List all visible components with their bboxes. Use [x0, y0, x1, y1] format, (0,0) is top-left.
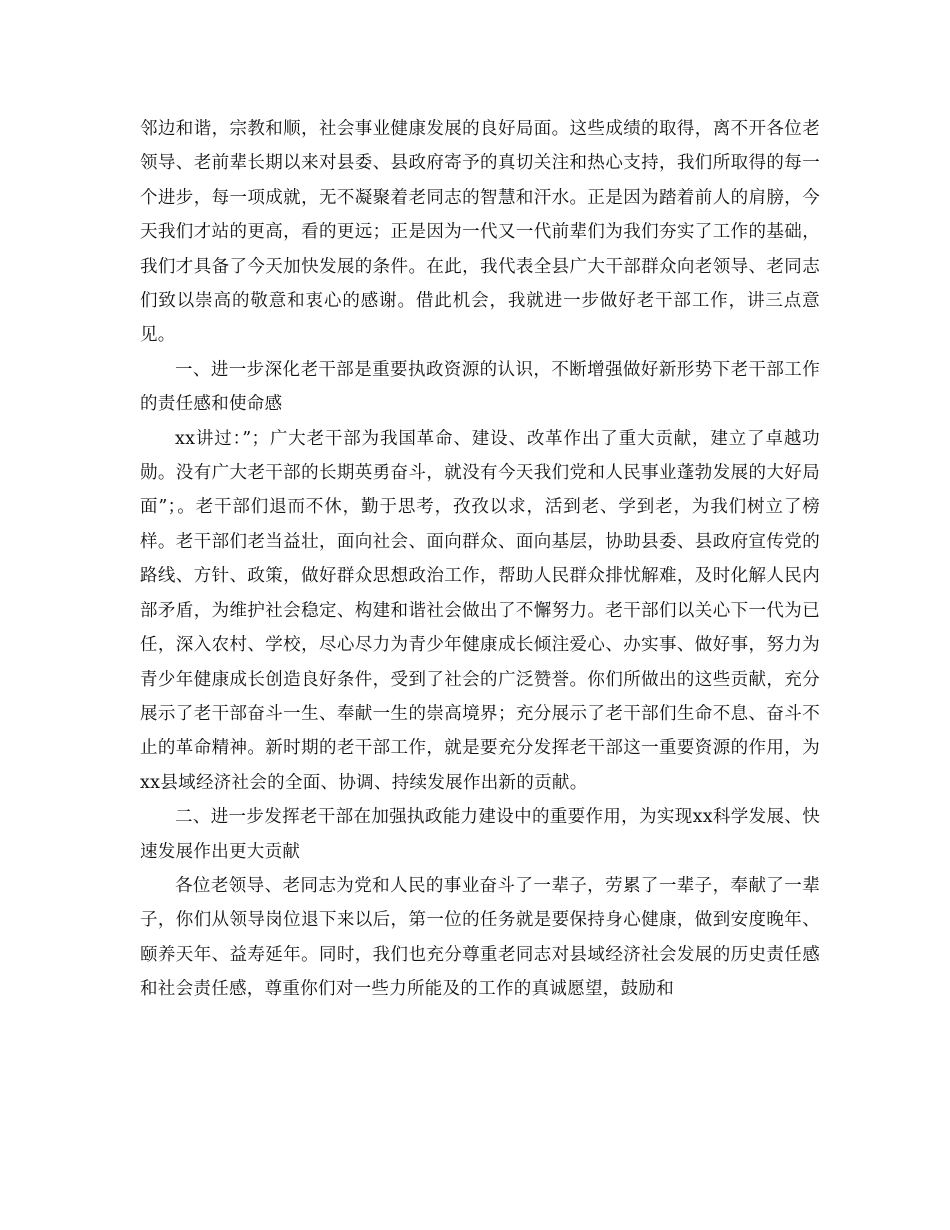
paragraph-3: 各位老领导、老同志为党和人民的事业奋斗了一辈子，劳累了一辈子，奉献了一辈子，你们从领导岗位退下来以后，第一位的任务就是要保持身心健康，做到安度晚年、颐养天年、益寿延年。同时，我们也充分尊重老同志对县域经济社会发展的历史责任感和社会责任感，尊重你们对一些力所能及的工作的真诚愿望，鼓励和	[140, 875, 820, 1000]
section-heading-1: 一、进一步深化老干部是重要执政资源的认识，不断增强做好新形势下老干部工作的责任感和使命感	[140, 359, 820, 415]
paragraph-1: 邻边和谐，宗教和顺，社会事业健康发展的良好局面。这些成绩的取得，离不开各位老领导、老前辈长期以来对县委、县政府寄予的真切关注和热心支持，我们所取得的每一个进步，每一项成就，无不凝聚着老同志的智慧和汗水。正是因为踏着前人的肩膀，今天我们才站的更高，看的更远；正是因为一代又一代前辈们为我们夯实了工作的基础，我们才具备了今天加快发展的条件。在此，我代表全县广大干部群众向老领导、老同志们致以崇高的敬意和衷心的感谢。借此机会，我就进一步做好老干部工作，讲三点意见。	[140, 119, 820, 346]
section-heading-2: 二、进一步发挥老干部在加强执政能力建设中的重要作用，为实现xx科学发展、快速发展作出更大贡献	[140, 807, 820, 862]
document-body	[140, 112, 820, 1007]
paragraph-2: xx讲过：”；广大老干部为我国革命、建设、改革作出了重大贡献，建立了卓越功勋。没有广大老干部的长期英勇奋斗，就没有今天我们党和人民事业蓬勃发展的大好局面”；。老干部们退而不休，勤于思考，孜孜以求，活到老、学到老，为我们树立了榜样。老干部们老当益壮，面向社会、面向群众、面向基层，协助县委、县政府宣传党的路线、方针、政策，做好群众思想政治工作，帮助人民群众排忧解难，及时化解人民内部矛盾，为维护社会稳定、构建和谐社会做出了不懈努力。老干部们以关心下一代为已任，深入农村、学校，尽心尽力为青少年健康成长倾注爱心、办实事、做好事，努力为青少年健康成长创造良好条件，受到了社会的广泛赞誉。你们所做出的这些贡献，充分展示了老干部奋斗一生、奉献一生的崇高境界；充分展示了老干部们生命不息、奋斗不止的革命精神。新时期的老干部工作，就是要充分发挥老干部这一重要资源的作用，为xx县域经济社会的全面、协调、持续发展作出新的贡献。	[140, 428, 820, 793]
